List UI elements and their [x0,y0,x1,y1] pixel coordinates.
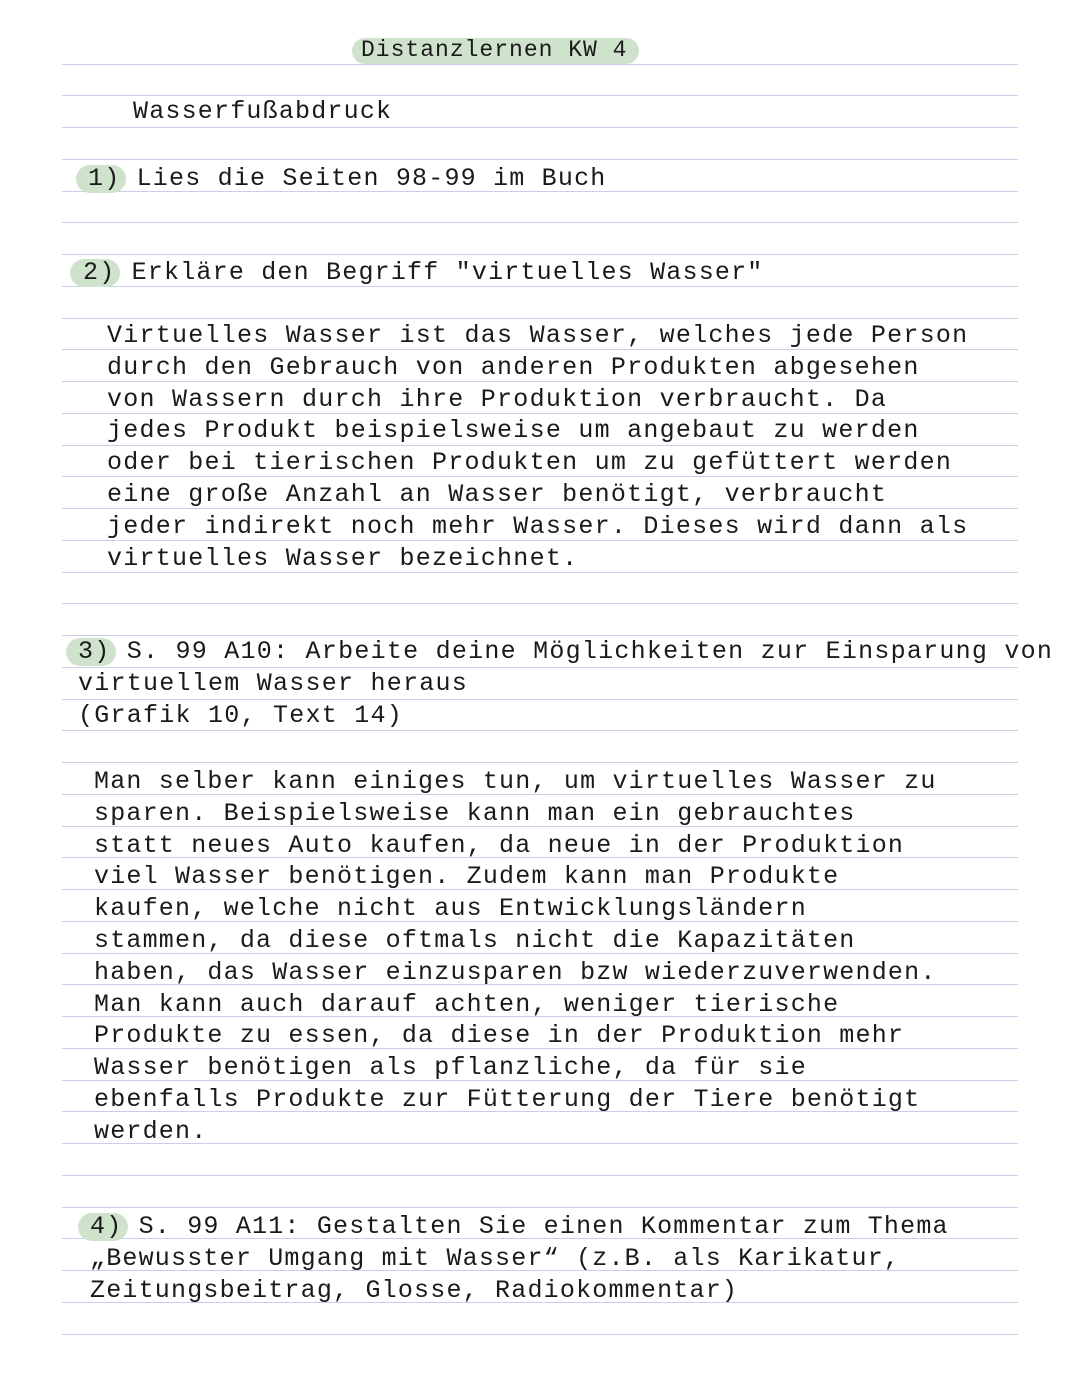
task-number: 2) [83,258,116,287]
task-prompt-line: virtuellem Wasser heraus [78,668,469,698]
task-prompt-line: Erkläre den Begriff "virtuelles Wasser" [131,258,764,287]
answer-line: haben, das Wasser einzusparen bzw wiederzuverwenden. [94,957,937,987]
answer-line: sparen. Beispielsweise kann man ein gebrauchtes [94,798,856,828]
task-4-prompt [90,1211,949,1306]
answer-line: Virtuelles Wasser ist das Wasser, welches jede Person [107,321,969,350]
answer-line: werden. [94,1116,208,1146]
ruled-line [62,318,1018,319]
answer-line: statt neues Auto kaufen, da neue in der Produktion [94,830,905,860]
answer-line: eine große Anzahl an Wasser benötigt, verbraucht [107,479,888,509]
answer-line: oder bei tierischen Produkten um zu gefüttert werden [107,448,953,478]
task-prompt-line [90,1211,949,1243]
ruled-line [62,1207,1018,1208]
ruled-line [62,254,1018,255]
answer-line: Wasser benötigen als pflanzliche, da für sie [94,1053,807,1083]
task-prompt-line: (Grafik 10, Text 14) [78,700,404,730]
ruled-line [62,159,1018,160]
ruled-line [62,1175,1018,1176]
task-3-answer [94,766,937,1148]
ruled-line [62,603,1018,604]
task-prompt-line [78,636,1053,668]
ruled-line [62,1334,1018,1335]
task-3-prompt [78,636,1053,731]
answer-line: viel Wasser benötigen. Zudem kann man Produkte [94,862,840,892]
answer-line: jedes Produkt beispielsweise um angebaut zu werden [107,416,920,446]
page-title: Distanzlernen KW 4 [361,37,628,63]
answer-line: Produkte zu essen, da diese in der Produktion mehr [94,1021,905,1051]
ruled-line [62,222,1018,223]
answer-line: durch den Gebrauch von anderen Produkten abgesehen [107,352,920,382]
answer-line: Man kann auch darauf achten, weniger tierische [94,989,840,1019]
task-prompt-line: Lies die Seiten 98-99 im Buch [136,164,607,193]
topic-heading: Wasserfußabdruck [133,97,393,126]
task-1-prompt [88,163,606,195]
answer-line: ebenfalls Produkte zur Fütterung der Tiere benötigt [94,1084,921,1114]
task-prompt-line: „Bewusster Umgang mit Wasser“ (z.B. als Karikatur, [90,1243,901,1273]
task-number: 4) [90,1212,123,1241]
task-prompt-text: S. 99 A10: Arbeite deine Möglichkeiten zur Einsparung von [126,637,1054,666]
answer-line: kaufen, welche nicht aus Entwicklungsländern [94,894,807,924]
task-number: 3) [78,637,111,666]
task-2-answer [107,320,968,574]
answer-line: von Wassern durch ihre Produktion verbraucht. Da [107,384,888,414]
answer-line: stammen, da diese oftmals nicht die Kapazitäten [94,925,856,955]
task-prompt-line: Zeitungsbeitrag, Glosse, Radiokommentar) [90,1275,739,1305]
answer-line: jeder indirekt noch mehr Wasser. Dieses wird dann als [107,511,969,541]
task-number: 1) [88,164,121,193]
task-2-prompt [83,257,764,289]
ruled-line [62,762,1018,763]
answer-line: Man selber kann einiges tun, um virtuelles Wasser zu [94,767,937,796]
answer-line: virtuelles Wasser bezeichnet. [107,543,579,573]
task-prompt-text: S. 99 A11: Gestalten Sie einen Kommentar zum Thema [138,1212,949,1241]
